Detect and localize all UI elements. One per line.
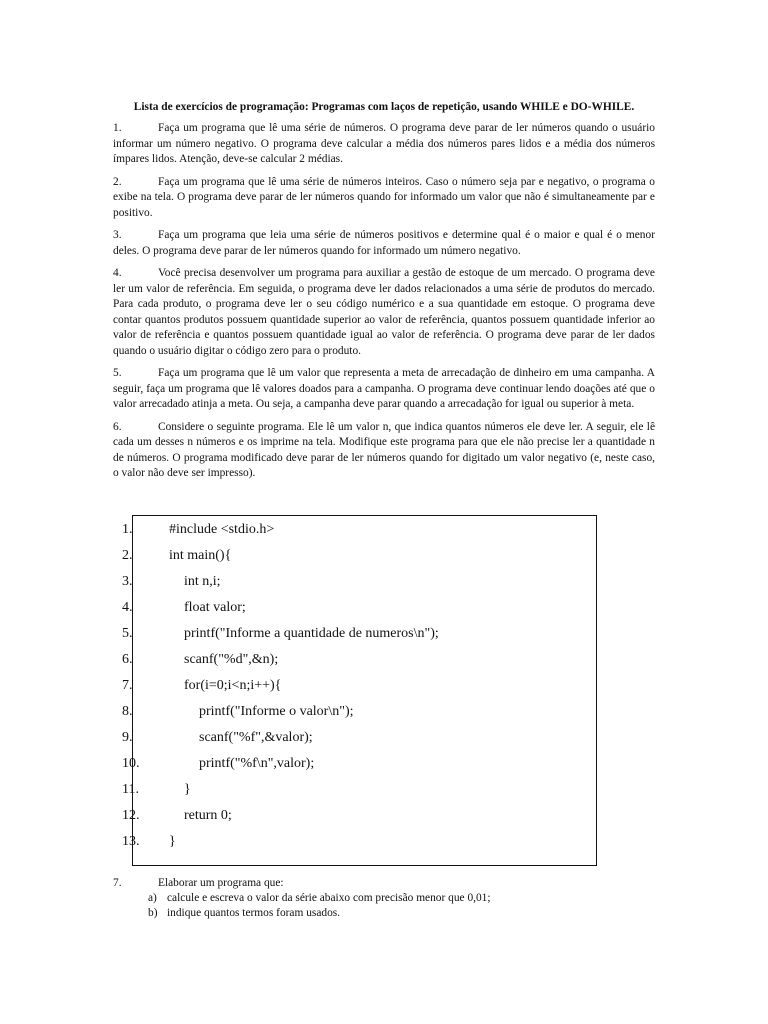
line-number: 4. bbox=[122, 600, 133, 615]
code-text: } bbox=[169, 834, 176, 849]
exercise-number: 5. bbox=[113, 367, 122, 379]
code-text: printf("Informe a quantidade de numeros\n"); bbox=[184, 626, 439, 641]
line-number: 3. bbox=[122, 574, 133, 589]
code-line bbox=[122, 624, 596, 644]
exercise-4 bbox=[113, 266, 655, 359]
code-line bbox=[122, 572, 596, 592]
exercise-2 bbox=[113, 175, 655, 222]
exercise-3 bbox=[113, 228, 655, 259]
line-number: 5. bbox=[122, 626, 133, 641]
code-line bbox=[122, 520, 596, 540]
line-number: 7. bbox=[122, 678, 133, 693]
line-number: 12. bbox=[122, 808, 140, 823]
document-title: Lista de exercícios de programação: Programas com laços de repetição, usando WHILE e DO-WHILE. bbox=[133, 101, 635, 113]
code-text: scanf("%d",&n); bbox=[184, 652, 279, 667]
line-number: 1. bbox=[122, 522, 133, 537]
item-letter: a) bbox=[148, 892, 157, 904]
line-number: 2. bbox=[122, 548, 133, 563]
line-number: 8. bbox=[122, 704, 133, 719]
code-text: scanf("%f",&valor); bbox=[199, 730, 313, 745]
code-line bbox=[122, 728, 596, 748]
exercise-number: 4. bbox=[113, 267, 122, 279]
exercise-number: 2. bbox=[113, 175, 122, 188]
exercise-number: 6. bbox=[113, 420, 122, 433]
code-line bbox=[122, 650, 596, 670]
code-text: } bbox=[184, 782, 191, 797]
line-number: 11. bbox=[122, 782, 139, 797]
document-page bbox=[113, 100, 655, 489]
code-line bbox=[122, 598, 596, 618]
exercise-list bbox=[113, 121, 655, 482]
exercise-text: Considere o seguinte programa. Ele lê um valor n, que indica quantos números ele deve ler. A seguir, ele lê cada um desses n números e os imprime na tela. Modifique este programa para que ele não precise ler a quantidade n de números. O programa modificado deve parar de ler números quando for digitado um valor negativo (e, neste caso, o valor não deve ser impresso). bbox=[113, 420, 655, 479]
exercise-1 bbox=[113, 121, 655, 168]
code-line bbox=[122, 832, 596, 852]
exercise-7-item-b bbox=[113, 906, 655, 921]
code-text: #include <stdio.h> bbox=[169, 522, 275, 537]
code-listing bbox=[122, 515, 597, 866]
exercise-text: Você precisa desenvolver um programa para auxiliar a gestão de estoque de um mercado. O programa deve ler um valor de referência. Em seguida, o programa deve ler dados relacionados a uma série de produtos do mercado. Para cada produto, o programa deve ler o seu código numérico e a sua quantidade em estoque. O programa deve contar quantos produtos possuem quantidade superior ao valor de referência, quantos possuem quantidade inferior ao valor de referência e quantos possuem quantidade igual ao valor de referência. O programa deve parar de ler dados quando o usuário digitar o código zero para o produto. bbox=[113, 267, 655, 357]
line-number: 10. bbox=[122, 756, 140, 771]
exercise-7 bbox=[113, 876, 655, 921]
code-line bbox=[122, 806, 596, 826]
exercise-text: Faça um programa que lê uma série de números. O programa deve parar de ler números quando o usuário informar um número negativo. O programa deve calcular a média dos números pares lidos e a média dos números ímpares lidos. Atenção, deve-se calcular 2 médias. bbox=[113, 122, 655, 165]
item-text: calcule e escreva o valor da série abaixo com precisão menor que 0,01; bbox=[167, 892, 491, 904]
code-text: for(i=0;i<n;i++){ bbox=[184, 678, 282, 693]
line-number: 13. bbox=[122, 834, 140, 849]
code-line bbox=[122, 676, 596, 696]
exercise-5 bbox=[113, 366, 655, 413]
code-text: printf("%f\n",valor); bbox=[199, 756, 315, 771]
code-line bbox=[122, 780, 596, 800]
exercise-text: Faça um programa que lê um valor que representa a meta de arrecadação de dinheiro em uma campanha. A seguir, faça um programa que lê valores doados para a campanha. O programa deve continuar lendo doações até que o valor arrecadado atinja a meta. Ou seja, a campanha deve parar quando a arrecadação for igual ou superior à meta. bbox=[113, 367, 655, 410]
exercise-7-item-a bbox=[113, 891, 655, 906]
item-text: indique quantos termos foram usados. bbox=[167, 907, 341, 919]
exercise-text: Faça um programa que leia uma série de números positivos e determine qual é o maior e qual é o menor deles. O programa deve parar de ler números quando for informado um número negativo. bbox=[113, 229, 655, 257]
exercise-number: 7. bbox=[113, 877, 122, 889]
item-letter: b) bbox=[148, 907, 158, 919]
line-number: 9. bbox=[122, 730, 133, 745]
exercise-number: 3. bbox=[113, 229, 122, 241]
code-text: int n,i; bbox=[184, 574, 221, 589]
code-line bbox=[122, 754, 596, 774]
code-line bbox=[122, 546, 596, 566]
code-text: float valor; bbox=[184, 600, 246, 615]
exercise-number: 1. bbox=[113, 122, 122, 134]
code-text: printf("Informe o valor\n"); bbox=[199, 704, 354, 719]
line-number: 6. bbox=[122, 652, 133, 667]
code-line bbox=[122, 702, 596, 722]
exercise-6 bbox=[113, 420, 655, 482]
exercise-text: Elaborar um programa que: bbox=[158, 877, 284, 889]
code-text: return 0; bbox=[184, 808, 232, 823]
exercise-text: Faça um programa que lê uma série de números inteiros. Caso o número seja par e negativo, o programa o exibe na tela. O programa deve parar de ler números quando for informado um valor que não é simultaneamente par e positivo. bbox=[113, 175, 655, 219]
code-text: int main(){ bbox=[169, 548, 232, 563]
